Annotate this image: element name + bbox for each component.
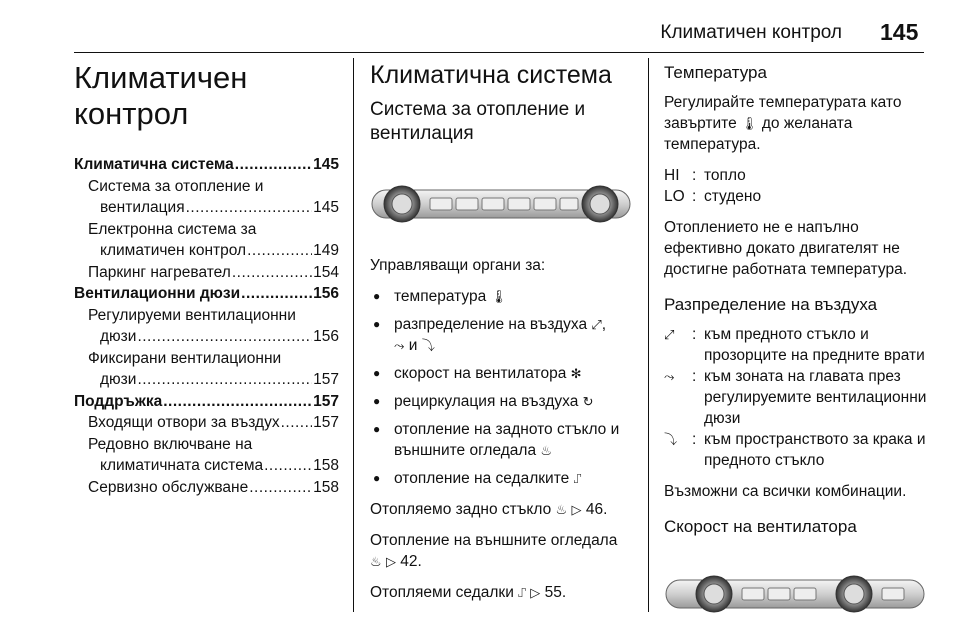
header-rule bbox=[74, 52, 924, 53]
toc-page: 149 bbox=[313, 242, 339, 259]
toc-column bbox=[74, 60, 339, 498]
toc-label: Климатична система bbox=[74, 156, 234, 173]
section-title: Климатична система bbox=[370, 61, 612, 89]
toc-entry bbox=[74, 197, 339, 219]
list-item: ● скорост на вентилатора ✻ bbox=[370, 363, 640, 384]
controls-list bbox=[370, 286, 640, 489]
toc-label: дюзи bbox=[100, 328, 137, 345]
toc-label: Поддръжка bbox=[74, 392, 163, 410]
toc-leader bbox=[137, 326, 312, 348]
toc-entry bbox=[74, 326, 339, 348]
thermometer-icon: 🌡 bbox=[490, 289, 508, 304]
toc-entry bbox=[74, 455, 339, 477]
thermometer-icon: 🌡 bbox=[741, 116, 758, 131]
toc-label: Фиксирани вентилационни bbox=[88, 349, 282, 367]
toc-leader bbox=[241, 283, 312, 305]
toc-label: Електронна система за bbox=[88, 220, 257, 238]
column-divider bbox=[353, 58, 354, 612]
right-column bbox=[664, 62, 932, 621]
distribution-item: към зоната на главата през регулируемите вентилационни дюзи bbox=[704, 368, 927, 427]
toc-entry bbox=[74, 305, 339, 327]
combination-note: Възможни са всички комбинации. bbox=[664, 483, 907, 500]
toc-page: 156 bbox=[313, 285, 339, 302]
toc-entry bbox=[74, 434, 339, 456]
toc-page: 157 bbox=[313, 392, 339, 410]
head-air-icon: ⤳ bbox=[394, 338, 405, 353]
subsection-title-line: Система за отопление и bbox=[370, 99, 586, 120]
reference-arrow-icon: ▷ bbox=[571, 502, 582, 517]
toc-label: Вентилационни дюзи bbox=[74, 285, 241, 302]
feet-air-icon: ⤵ bbox=[664, 432, 678, 447]
toc-leader bbox=[235, 154, 312, 176]
toc-entry bbox=[74, 412, 339, 434]
seat-heat-icon: ⑀ bbox=[573, 471, 582, 486]
toc-label: климатичен контрол bbox=[100, 242, 247, 259]
toc-page: 154 bbox=[313, 263, 339, 281]
temperature-text: Регулирайте температурата като завъртите 🌡 до желаната температура. bbox=[664, 94, 902, 153]
toc-label: климатичната система bbox=[100, 457, 264, 474]
toc-label: Регулируеми вентилационни bbox=[88, 306, 296, 324]
reference-arrow-icon: ▷ bbox=[385, 554, 396, 569]
toc-entry bbox=[74, 283, 339, 305]
toc-leader bbox=[264, 455, 312, 477]
heating-note: Отоплението не е напълно ефективно докато двигателят не достигне работната температура. bbox=[664, 219, 908, 278]
temperature-heading: Температура bbox=[664, 63, 767, 82]
list-item: ● отопление на задното стъкло и външните огледала ♨ bbox=[370, 419, 640, 461]
chapter-title-line: контрол bbox=[74, 96, 189, 131]
toc-label: Система за отопление и bbox=[88, 177, 264, 195]
toc-page: 157 bbox=[313, 414, 339, 431]
toc-entry bbox=[74, 240, 339, 262]
rear-defrost-icon: ♨ bbox=[540, 443, 553, 458]
head-air-icon: ⤳ bbox=[664, 369, 675, 384]
hi-key: HI bbox=[664, 167, 680, 184]
recirculation-icon: ↻ bbox=[582, 394, 594, 409]
controls-intro: Управляващи органи за: bbox=[370, 257, 546, 274]
rear-defrost-icon: ♨ bbox=[370, 554, 382, 569]
toc-entry bbox=[74, 262, 339, 284]
lo-value: студено bbox=[704, 188, 762, 205]
toc-entry bbox=[74, 369, 339, 391]
toc-label: вентилация bbox=[100, 199, 185, 216]
windshield-air-icon: ⤢ bbox=[664, 327, 675, 342]
distribution-legend: ⤢ : към предното стъкло и прозорците на предните врати ⤳ : към зоната на главата през регулируемите вентилационни дюзи ⤵ : към пространството за крака и предното стъкло bbox=[664, 324, 932, 471]
paragraph: Отопляеми седалки ⑀ ▷ 55. bbox=[370, 584, 567, 601]
toc-leader bbox=[137, 369, 312, 391]
header-title: Климатичен контрол bbox=[660, 22, 842, 43]
fan-icon: ✻ bbox=[570, 366, 582, 381]
fan-speed-heading: Скорост на вентилатора bbox=[664, 517, 857, 536]
chapter-title-line: Климатичен bbox=[74, 60, 248, 95]
paragraph: Отопляемо задно стъкло ♨ ▷ 46. bbox=[370, 501, 608, 518]
middle-column bbox=[370, 60, 640, 613]
feet-air-icon: ⤵ bbox=[421, 338, 435, 353]
list-item: ● температура 🌡 bbox=[370, 286, 640, 307]
rear-defrost-icon: ♨ bbox=[555, 502, 568, 517]
toc-leader bbox=[186, 197, 313, 219]
toc-leader bbox=[232, 262, 312, 284]
toc-page: 158 bbox=[313, 478, 339, 496]
toc-leader bbox=[247, 240, 312, 262]
list-item: ● рециркулация на въздуха ↻ bbox=[370, 391, 640, 412]
toc-page: 145 bbox=[313, 156, 339, 173]
reference-arrow-icon: ▷ bbox=[530, 585, 541, 600]
toc-label: Паркинг нагревател bbox=[88, 263, 231, 281]
subsection-title-line: вентилация bbox=[370, 123, 474, 144]
climate-control-panel-image bbox=[664, 570, 926, 616]
distribution-item: към пространството за крака и предното стъкло bbox=[704, 431, 926, 469]
table-of-contents bbox=[74, 154, 339, 498]
toc-label: Сервизно обслужване bbox=[88, 478, 249, 496]
subsection-title bbox=[370, 98, 640, 146]
distribution-heading: Разпределение на въздуха bbox=[664, 295, 878, 314]
toc-entry bbox=[74, 391, 339, 413]
toc-leader bbox=[281, 412, 313, 434]
toc-entry bbox=[74, 477, 339, 499]
toc-page: 156 bbox=[313, 328, 339, 345]
list-item: ● отопление на седалките ⑀ bbox=[370, 468, 640, 489]
toc-label: Редовно включване на bbox=[88, 435, 253, 453]
temperature-legend: HI : топло LO : студено bbox=[664, 165, 932, 207]
chapter-title bbox=[74, 60, 339, 132]
column-divider bbox=[648, 58, 649, 612]
distribution-item: към предното стъкло и прозорците на предните врати bbox=[704, 326, 925, 364]
toc-leader bbox=[249, 477, 312, 499]
toc-page: 157 bbox=[313, 371, 339, 388]
toc-entry bbox=[74, 176, 339, 198]
climate-control-panel-image bbox=[370, 180, 632, 226]
toc-entry bbox=[74, 219, 339, 241]
seat-heat-icon: ⑀ bbox=[518, 585, 526, 600]
toc-page: 145 bbox=[313, 199, 339, 216]
hi-value: топло bbox=[704, 167, 746, 184]
toc-page: 158 bbox=[313, 457, 339, 474]
list-item: ● разпределение на въздуха ⤢, ⤳ и ⤵ bbox=[370, 314, 640, 356]
lo-key: LO bbox=[664, 188, 685, 205]
toc-label: Входящи отвори за въздух bbox=[88, 414, 280, 431]
toc-label: дюзи bbox=[100, 371, 137, 388]
toc-entry bbox=[74, 348, 339, 370]
paragraph: Отопление на външните огледала ♨ ▷ 42. bbox=[370, 532, 618, 570]
page-number: 145 bbox=[880, 19, 919, 45]
toc-entry bbox=[74, 154, 339, 176]
windshield-air-icon: ⤢ bbox=[591, 317, 602, 332]
toc-leader bbox=[163, 391, 312, 413]
